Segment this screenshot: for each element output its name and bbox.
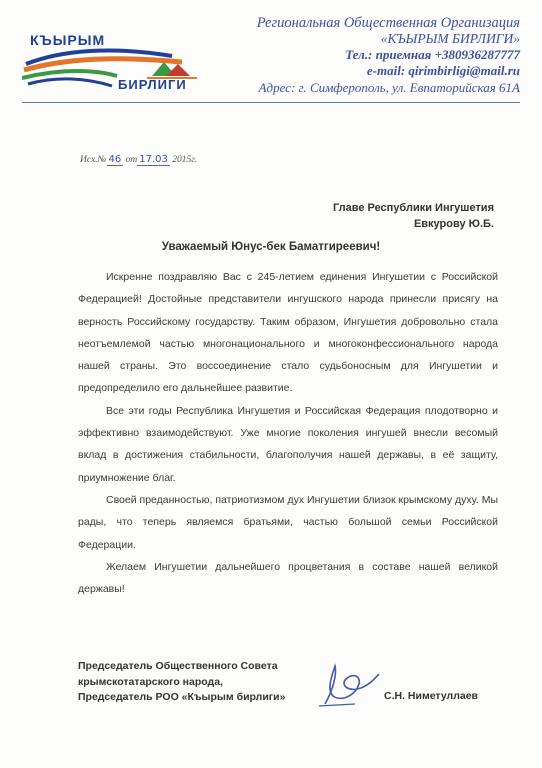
org-address: Адрес: г. Симферополь, ул. Евпаторийская 61А	[258, 80, 520, 95]
org-name: Региональная Общественная Организация	[256, 15, 520, 31]
org-phone: Тел.: приемная +380936287777	[345, 47, 520, 62]
logo-bottom-text: БИРЛИГИ	[118, 77, 187, 92]
ref-date: 17.03	[139, 154, 168, 165]
logo-top-text: КЪЫРЫМ	[30, 32, 106, 48]
body-paragraph: Желаем Ингушетии дальнейшего процветания в составе нашей великой державы!	[78, 560, 498, 596]
letterhead	[180, 15, 520, 96]
signer-position-3: Председатель РОО «Къырым бирлиги»	[78, 691, 286, 703]
addressee	[333, 200, 494, 232]
addressee-name: Евкурову Ю.Б.	[413, 218, 494, 230]
handwritten-signature-icon	[315, 660, 385, 710]
body-paragraph: Своей преданностью, патриотизмом дух Ингушетии близок крымскому духу. Мы рады, что теперь являемся братьями, частью большой семьи Российской Федерации.	[78, 493, 498, 551]
signer-position-2: крымскотатарского народа,	[78, 675, 223, 688]
ref-from: от	[125, 155, 138, 165]
signer-name: С.Н. Ниметуллаев	[384, 690, 479, 702]
body-paragraph: Все эти годы Республика Ингушетия и Российская Федерация плодотворно и эффективно взаимодействуют. Уже многие поколения ингушей внесли весомый вклад в достижения стабильности, благополучия нашей державы, в её защиту, приумножение благ.	[78, 404, 498, 484]
signer-position-1: Председатель Общественного Совета	[78, 660, 278, 672]
ref-number: 46	[108, 154, 122, 165]
header-divider	[22, 102, 520, 103]
signature-block	[78, 659, 285, 706]
letter-body	[78, 266, 498, 600]
greeting: Уважаемый Юнус-бек Баматгиреевич!	[161, 241, 381, 253]
org-email: e-mail: qirimbirligi@mail.ru	[366, 63, 520, 78]
ref-year: 2015г.	[172, 155, 198, 165]
body-paragraph: Искренне поздравляю Вас с 245-летием единения Ингушетии с Российской Федерацией! Достойные представители ингушского народа принесли присягу на верность Российскому государству. Таким образом, Ингушетия добровольно стала неотъемлемой частью многонационального и многоконфессионального народа нашей страны. Это воссоединение стало судьбоносным для Ингушетии и предопределило его дальнейшее развитие.	[78, 271, 498, 395]
outgoing-reference	[80, 154, 197, 165]
ref-prefix: Исх.№	[80, 155, 107, 165]
org-short-name: «КЪЫРЫМ БИРЛИГИ»	[380, 31, 520, 46]
addressee-title: Главе Республики Ингушетия	[332, 202, 494, 214]
